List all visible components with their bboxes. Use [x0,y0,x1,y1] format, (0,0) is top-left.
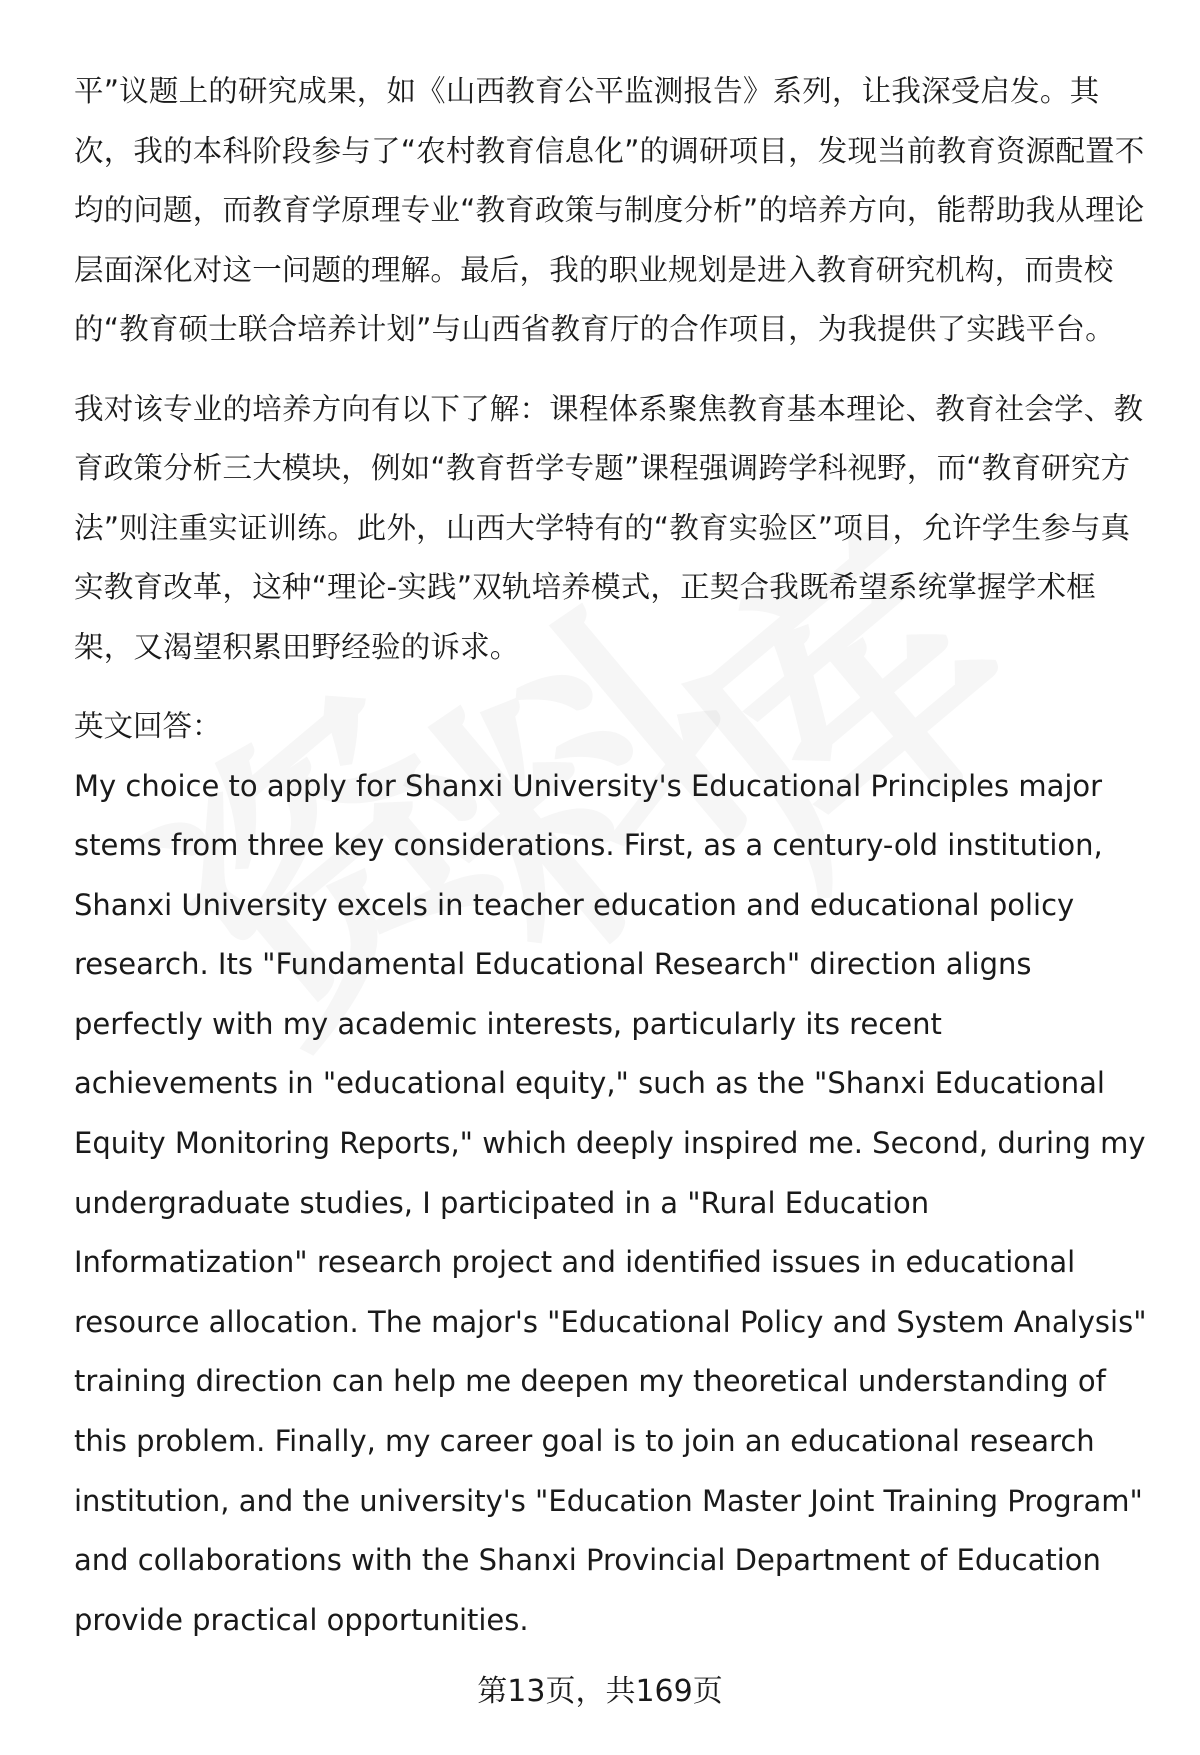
chinese-paragraph-2: 我对该专业的培养方向有以下了解：课程体系聚焦教育基本理论、教育社会学、教育政策分析三大模块，例如“教育哲学专题”课程强调跨学科视野，而“教育研究方法”则注重实证训练。此外，山西大学特有的“教育实验区”项目，允许学生参与真实教育改革，这种“理论-实践”双轨培养模式，正契合我既希望系统掌握学术框架，又渴望积累田野经验的诉求。 [74,391,1144,664]
english-answer-paragraph: My choice to apply for Shanxi University's Educational Principles major stems from three key considerations. First, as a century-old institution, Shanxi University excels in teacher education and educational policy research. Its "Fundamental Educational Research" direction aligns perfectly with my academic interests, particularly its recent achievements in "educational equity," such as the "Shanxi Educational Equity Monitoring Reports," which deeply inspired me. Second, during my undergraduate studies, I participated in a "Rural Education Informatization" research project and identified issues in educational resource allocation. The major's "Educational Policy and System Analysis" training direction can help me deepen my theoretical understanding of this problem. Finally, my career goal is to join an educational research institution, and the university's "Education Master Joint Training Program" and collaborations with the Shanxi Provincial Department of Education provide practical opportunities. [74,768,1147,1637]
chinese-paragraph-1: 平”议题上的研究成果，如《山西教育公平监测报告》系列，让我深受启发。其次，我的本科阶段参与了“农村教育信息化”的调研项目，发现当前教育资源配置不均的问题，而教育学原理专业“教育政策与制度分析”的培养方向，能帮助我从理论层面深化对这一问题的理解。最后，我的职业规划是进入教育研究机构，而贵校的“教育硕士联合培养计划”与山西省教育厅的合作项目，为我提供了实践平台。 [74,74,1145,346]
english-answer-heading: 英文回答： [74,709,222,743]
page-number: 第13页，共169页 [477,1674,723,1709]
document-body [74,62,1154,1650]
